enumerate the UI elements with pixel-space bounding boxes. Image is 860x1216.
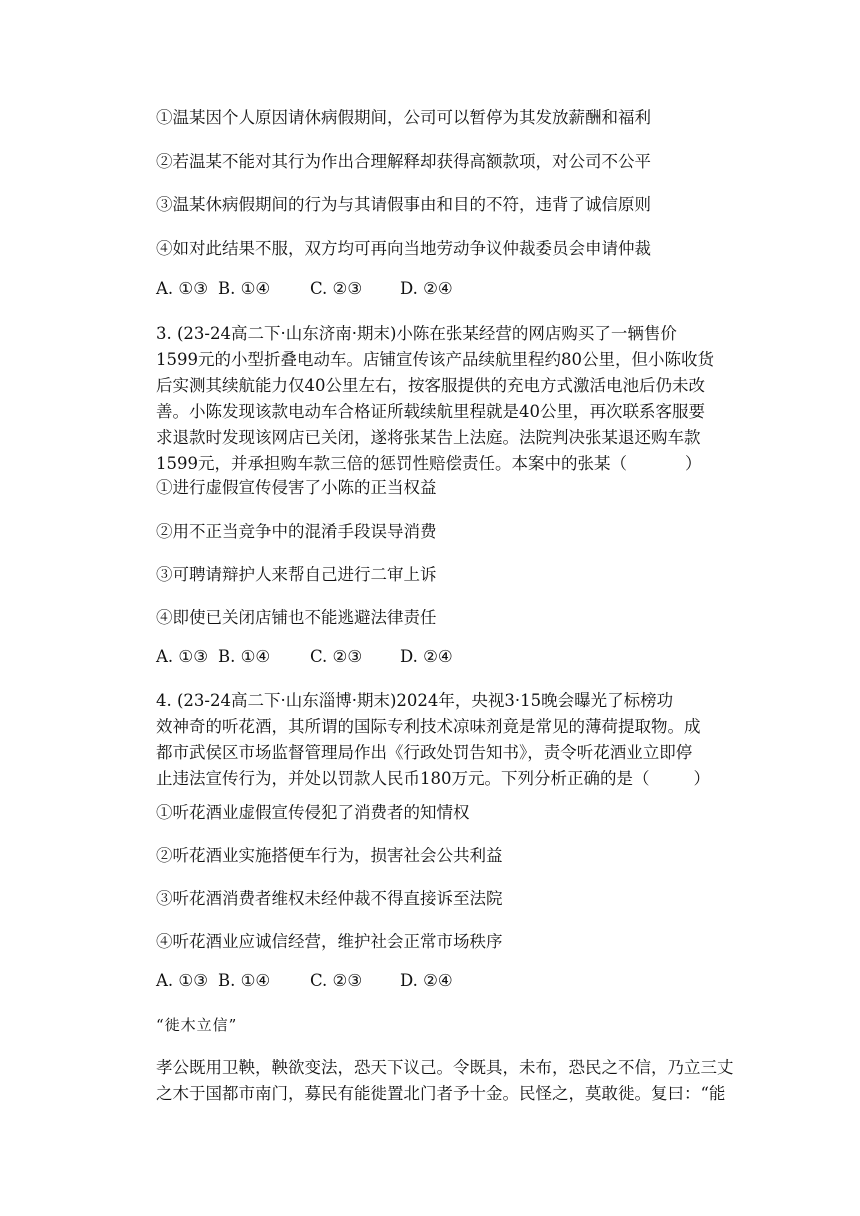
q3-stem-text: 1599元，并承担购车款三倍的惩罚性赔偿责任。本案中的张某（ [156,454,627,473]
q2-choice-c: C. ②③ [310,279,363,298]
q2-option-2: ②若温某不能对其行为作出合理解释却获得高额款项，对公司不公平 [156,152,651,171]
q3-stem-line: 后实测其续航能力仅40公里左右，按客服提供的充电方式激活电池后仍未改 [156,376,705,395]
q2-choices [156,279,453,298]
q3-option-1: ①进行虚假宣传侵害了小陈的正当权益 [156,478,437,497]
q2-choice-b: B. ①④ [218,279,271,298]
q3-choice-a: A. ①③ [156,647,208,666]
q3-stem [156,321,741,477]
q4-stem-line: 都市武侯区市场监督管理局作出《行政处罚告知书》，责令听花酒业立即停 [156,743,693,762]
q4-option-1: ①听花酒业虚假宣传侵犯了消费者的知情权 [156,803,470,822]
q3-choice-b: B. ①④ [218,647,271,666]
q3-option-3: ③可聘请辩护人来帮自己进行二审上诉 [156,565,437,584]
q4-choice-c: C. ②③ [310,971,363,990]
q3-option-2: ②用不正当竞争中的混淆手段误导消费 [156,522,437,541]
q3-stem-bracket: ） [685,454,702,473]
q3-stem-line: 求退款时发现该网店已关闭，遂将张某告上法庭。法院判决张某退还购车款 [156,428,701,447]
q4-stem-line: 4. (23-24高二下·山东淄博·期末)2024年，央视3·15晚会曝光了标榜功 [156,691,674,710]
q3-stem-line: 善。小陈发现该款电动车合格证所载续航里程就是40公里，再次联系客服要 [156,402,705,421]
q4-option-3: ③听花酒消费者维权未经仲裁不得直接诉至法院 [156,889,503,908]
q4-stem [156,688,741,792]
q4-choices [156,971,453,990]
q4-stem-line-last [156,766,741,792]
passage-body [156,1055,741,1107]
q3-choice-d: D. ②④ [400,647,453,666]
q4-stem-bracket: ） [693,769,710,788]
passage-line: 孝公既用卫鞅，鞅欲变法，恐天下议己。令既具，未布，恐民之不信，乃立三丈 [156,1058,734,1077]
q4-option-2: ②听花酒业实施搭便车行为，损害社会公共利益 [156,846,503,865]
q4-choice-a: A. ①③ [156,971,208,990]
q4-choice-b: B. ①④ [218,971,271,990]
q2-option-1: ①温某因个人原因请休病假期间，公司可以暂停为其发放薪酬和福利 [156,108,651,127]
passage-title: “徙木立信” [156,1016,238,1034]
passage-line: 之木于国都市南门，募民有能徙置北门者予十金。民怪之，莫敢徙。复曰：“能 [156,1084,726,1103]
q2-choice-d: D. ②④ [400,279,453,298]
q3-choices [156,647,453,666]
q2-choice-a: A. ①③ [156,279,208,298]
q3-choice-c: C. ②③ [310,647,363,666]
q4-stem-line: 效神奇的听花酒，其所谓的国际专利技术凉味剂竟是常见的薄荷提取物。成 [156,717,701,736]
q2-option-4: ④如对此结果不服，双方均可再向当地劳动争议仲裁委员会申请仲裁 [156,239,651,258]
q3-stem-line: 1599元的小型折叠电动车。店铺宣传该产品续航里程约80公里，但小陈收货 [156,350,714,369]
q3-option-4: ④即使已关闭店铺也不能逃避法律责任 [156,608,437,627]
q3-stem-line: 3. (23-24高二下·山东济南·期末)小陈在张某经营的网店购买了一辆售价 [156,324,677,343]
q2-option-3: ③温某休病假期间的行为与其请假事由和目的不符，违背了诚信原则 [156,195,651,214]
q4-option-4: ④听花酒业应诚信经营，维护社会正常市场秩序 [156,932,503,951]
q4-stem-text: 止违法宣传行为，并处以罚款人民币180万元。下列分析正确的是（ [156,769,650,788]
q4-choice-d: D. ②④ [400,971,453,990]
